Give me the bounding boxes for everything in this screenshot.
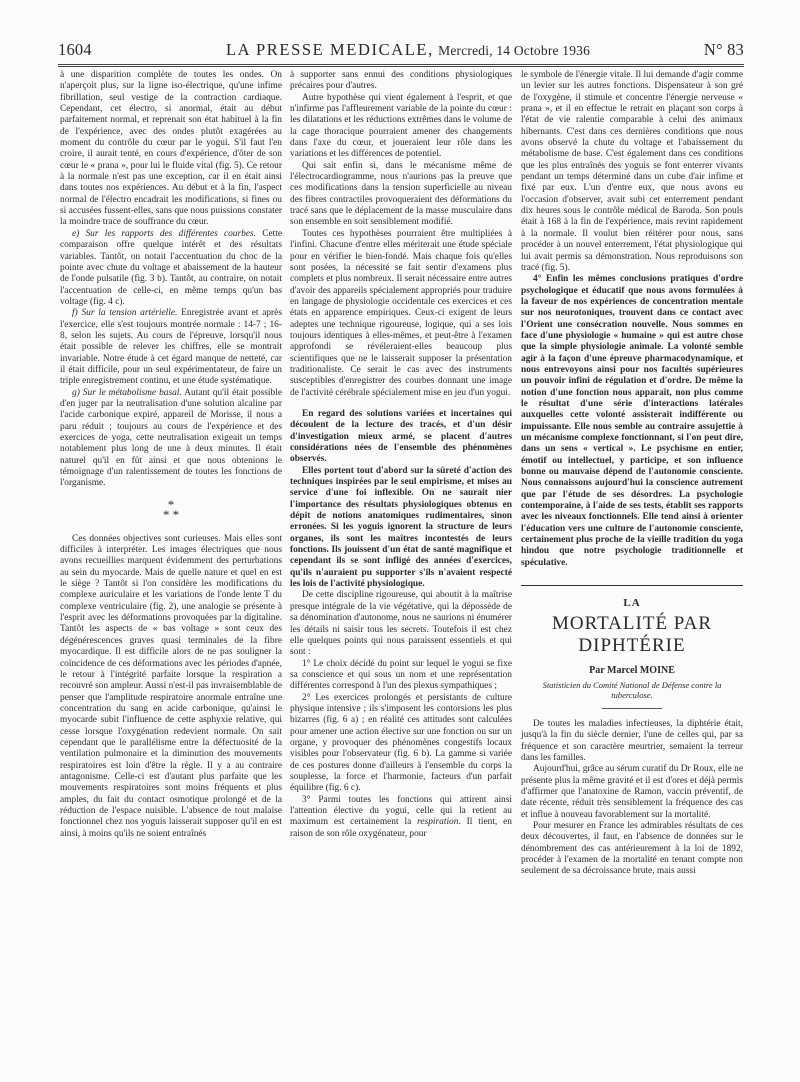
emphasis: respiration	[417, 817, 459, 828]
paragraph-text: . Il tient, en raison de son rôle oxygénateur, pour	[290, 817, 512, 839]
article-paragraph: De toutes les maladies infectieuses, la diphtérie était, jusqu'à la fin du siècle dernier, l'une de celles qui, par sa fréquence et son caractère meurtrier, semaient la terreur dans les familles.	[521, 718, 743, 763]
paragraph-bold: En regard des solutions variées et incertaines qui découlent de la lecture des tracés, et d'un désir d'investigation mieux armé, se placent d'autres considérations nées de l'ensemble des phénomènes observés.	[290, 408, 512, 465]
section-separator: * * *	[162, 496, 180, 522]
paragraph-f	[60, 308, 282, 387]
header-rule-double	[58, 66, 744, 67]
paragraph-bold: 4° Enfin les mêmes conclusions pratiques d'ordre psychologique et éducatif que nous avons formulées à la faveur de nos expériences de concentration mentale sur nos neurotoniques, trouvent dans ce contact avec l'Orient une consécration nouvelle. Nous sommes en face d'une physiologie « humaine » qui est autre chose que la simple physiologie animale. La volonté semble agir à la façon d'une épreuve pharmacodynamique, et nous entrevoyons ainsi pour nos facultés supérieures un pouvoir infini de régulation et d'ordre. De même la notion d'une fonction nous apparaît, non plus comme le résultat d'une série d'interactions latérales auxquelles cette volonté assisterait indifférente ou impuissante. Elle nous semble au contraire assujettie à un mécanisme complexe fonctionnant, si l'on peut dire, dans un sens « vertical ». Le psychisme en entier, émotif ou intellectuel, y participe, et son influence bonne ou mauvaise dépend de l'autonomie consciente. Nous connaissons aujourd'hui la conscience autrement que par l'étude de ses désordres. La psychologie contemporaine, à l'aide de ses tests, établit ses rapports avec les niveaux fonctionnels. Elle tend ainsi à orienter l'éducation vers une culture de l'autonomie consciente, certainement plus proche de la vieille tradition du yoga hindou que notre psychologie traditionnelle et spéculative.	[521, 274, 743, 568]
article-paragraph: Aujourd'hui, grâce au sérum curatif du Dr Roux, elle ne présente plus la même gravité et il est d'ores et déjà permis d'affirmer que l'anatoxine de Ramon, vaccin préventif, de date récente, réduit très sensiblement la fréquence des cas et influe à nouveau favorablement sur la mortalité.	[521, 764, 743, 820]
text-column-1	[60, 70, 282, 840]
paragraph-bold: Elles portent tout d'abord sur la sûreté d'action des techniques inspirées par le seul empirisme, et mises au service d'une foi inflexible. On ne saurait nier l'importance des résultats physiologiques obtenus en dépit de notions anatomiques rudimentaires, sinon erronées. Si les yoguis ignorent la structure de leurs organes, ils sont les maîtres incontestés de leurs fonctions. Ils jouissent d'un état de santé magnifique et cependant ils se sont infligé des années d'exercices, qu'ils n'auraient pu supporter s'ils n'avaient respecté les lois de l'activité physiologique.	[290, 465, 512, 590]
journal-title	[226, 40, 590, 60]
journal-name: LA PRESSE MEDICALE,	[226, 40, 434, 59]
article-paragraph: Pour mesurer en France les admirables résultats de ces deux découvertes, il faut, en l'absence de données sur le dénombrement des cas antérieurement à la loi de 1892, procéder à l'examen de la mortalité en tenant compte non seulement de sa décroissance brute, mais aussi	[521, 820, 743, 877]
paragraph: Ces données objectives sont curieuses. Mais elles sont difficiles à interpréter. Les images électriques que nous avons recueillies marquent évidemment des perturbations au sein du myocarde. Mais de quelle nature et quel en est le siège ? Tantôt si l'on considère les modifications du complexe auriculaire et les variations de l'onde lente T du complexe ventriculaire (fig. 2), une analogie se présente à l'esprit avec les déformations provoquées par la digitaline. Tantôt les aspects de « bas voltage » sont ceux des dégénérescences graves quasi terminales de la fibre myocardique. Il est difficile alors de ne pas souligner la coïncidence de ces déformations avec les périodes d'apnée, le retour à l'intégrité parfaite lorsque la respiration a recouvré son ampleur. Aussi n'est-il pas invraisemblable de penser que l'amplitude respiratoire anormale entraîne une concentration du sang en acide carbonique, qu'ainsi le myocarde subit l'influence de cette asphyxie relative, qui cesse lorsque l'oxygénation redevient normale. On sait cependant que le parallélisme entre la défectuosité de la ventilation pulmonaire et la diminution des mouvements respiratoires est loin d'être la règle. Il y a au contraire antagonisme. Celle-ci est d'autant plus parfaite que les mouvements respiratoires sont moins fréquents et plus amples, du fait du contact osmotique prolongé et de la réduction de l'espace nuisible. L'absence de tout malaise fonctionnel chez nos yoguis laisserait supposer qu'il en est ainsi, à moins qu'ils ne soient entraînés	[60, 533, 282, 839]
issue-number: N° 83	[703, 40, 744, 59]
paragraph: à une disparition complète de toutes les ondes. On n'aperçoit plus, sur la ligne iso-électrique, qu'une infime fibrillation, seul vestige de la contraction cardiaque. Cependant, cet électro, si anormal, était au début parfaitement normal, et reprenait son état habituel à la fin de l'expérience, avec des ondes plutôt exagérées au moment du contrôle du cœur par le yogui. S'il faut l'en croire, il aurait tenté, en cours d'expérience, d'ôter de son cœur le « prana », pour lui le fluide vital (fig. 5). Ce retour à la normale n'est pas une exception, car il en était ainsi dans toutes nos expériences. Au début et à la fin, l'aspect normal de l'électro encadrait les modifications, si fines ou si accusées fussent-elles, sans que nous puissions constater la moindre trace de souffrance du cœur.	[60, 70, 282, 228]
issue-date: Mercredi, 14 Octobre 1936	[438, 43, 591, 58]
header-rule	[58, 64, 744, 65]
section-heading: f) Sur la tension artérielle.	[72, 308, 178, 319]
paragraph-text: 3° Parmi toutes les fonctions qui attirent ainsi l'attention élective du yogui, celle qui la retient au maximum est certainement la	[290, 794, 512, 828]
paragraph: Toutes ces hypothèses pourraient être multipliées à l'infini. Chacune d'entre elles mériterait une étude spéciale pour en vérifier le bien-fondé. Mais chaque fois qu'elles sont posées, la nécessité se fait sentir d'examens plus complets et plus nombreux. Il serait nécessaire entre autres d'avoir des appareils spécialement appropriés pour traduire en langage de physiologie occidentale ces exercices et ces états en apparence empiriques. Ceux-ci exigent de leurs adeptes une technique rigoureuse, logique, qui a ses lois toujours identiques à elles-mêmes, et peut-être à l'examen approfondi se révéleraient-elles beaucoup plus scientifiques que ne le laisserait supposer la présentation traditionaliste. Ce serait le cas avec des instruments susceptibles d'enregistrer des courbes donnant une image de l'activité cérébrale spécialement mise en jeu d'un yogui.	[290, 228, 512, 398]
text-column-2	[290, 70, 512, 840]
paragraph-text: Enregistrée avant et après l'exercice, elle s'est toujours montrée normale : 14-7 ; 16-8, selon les sujets. Au cours de l'épreuve, lorsqu'il nous était possible de relever les chiffres, elle se montrait invariable. Notre étude à cet égard manque de netteté, car il était difficile, pour un seul expérimentateur, de faire un triple enregistrement continu, et une étude systématique.	[60, 308, 282, 387]
paragraph: Qui sait enfin si, dans le mécanisme même de l'électrocardiogramme, nous n'aurions pas la preuve que ces modifications dans la tension superficielle au niveau des fibres contractiles provoqueraient des déformations du tracé sans que le déplacement de la masse musculaire dans son ensemble en soit sensiblement modifié.	[290, 160, 512, 228]
paragraph: De cette discipline rigoureuse, qui aboutit à la maîtrise presque intégrale de la vie végétative, qui la dépossède de sa dénomination d'autonome, nous ne saurions ni énumérer les détails ni saisir tous les secrets. Toutefois il est chez elle quelques points qui nous paraissent essentiels et qui sont :	[290, 590, 512, 658]
article-diphteria	[521, 585, 743, 878]
paragraph: le symbole de l'énergie vitale. Il lui demande d'agir comme un levier sur les autres fonctions. Dispensateur à son gré de l'oxygène, il stimule et concentre l'énergie nerveuse « prana », et il en effectue le retrait en plaçant son corps à l'état de vie ralentie comparable à celui des animaux hibernants. C'est dans ces dernières conditions que nous avons observé la chute du voltage et l'abaissement du métabolisme de base. C'est également dans ces conditions que les plus entraînés des yoguis se font enterrer vivants pendant un temps déterminé dans un cube d'air infime et fixé par eux. L'un d'entre eux, que nous avons eu l'occasion d'observer, avait subi cet enterrement pendant dix heures sous le contrôle médical de Baroda. Son pouls était à 168 à la fin de l'expérience, mais revint rapidement à la normale. Il voulut bien réitérer pour nous, sans procéder à un nouvel enterrement, l'état physiologique qui lui avait permis sa démonstration. Nous reproduisons son tracé (fig. 5).	[521, 70, 743, 273]
paragraph-text: Autant qu'il était possible d'en juger par la neutralisation d'une solution alcaline par l'acide carbonique expiré, appareil de Morisse, il nous a paru réduit ; toujours au cours de l'expérience et des exercices de yoga, cette neutralisation exigeait un temps notablement plus long de une à deux minutes. Il était naturel qu'il en fût ainsi et que nous obtenions le témoignage d'un ralentissement de toutes les fonctions de l'organisme.	[60, 387, 282, 489]
paragraph: à supporter sans ennui des conditions physiologiques précaires pour d'autres.	[290, 70, 512, 92]
paragraph-e	[60, 229, 282, 308]
section-heading: e) Sur les rapports des différentes courbes.	[72, 228, 256, 239]
paragraph	[290, 795, 512, 840]
article-kicker: LA	[623, 597, 641, 610]
page-header	[58, 40, 744, 62]
paragraph: 1° Le choix décidé du point sur lequel le yogui se fixe sa conscience et qui sous un nom et une représentation différentes correspond à l'un des plexus sympathiques ;	[290, 658, 512, 692]
page-number: 1604	[58, 40, 92, 59]
article-headline: MORTALITÉ PAR DIPHTÉRIE	[551, 613, 713, 657]
paragraph-g	[60, 388, 282, 490]
author-affiliation: Statisticien du Comité National de Défense contre la tuberculose.	[542, 679, 722, 700]
paragraph-text: Cette comparaison offre quelque intérêt et des résultats variables. Tantôt, on notait l'accentuation du choc de la pointe avec chute du voltage et abaissement de la hauteur de l'onde pulsatile (fig. 3 b). Tantôt, au contraire, on notait l'accentuation de celle-ci, en même temps qu'un bas voltage (fig. 4 c).	[60, 228, 282, 307]
section-heading: g) Sur le métabolisme basal.	[72, 387, 182, 398]
article-divider	[602, 708, 662, 709]
text-column-3	[521, 70, 743, 878]
paragraph: Autre hypothèse qui vient également à l'esprit, et que n'infirme pas l'affleurement variable de la pointe du cœur : les dilatations et les réductions extrêmes dans le volume de la cage thoracique pourraient amener des changements dans l'axe du cœur, et joueraient leur rôle dans les variations et les différences de potentiel.	[290, 92, 512, 160]
paragraph: 2° Les exercices prolongés et persistants de culture physique intensive ; ils s'imposent les contorsions les plus bizarres (fig. 6 a) ; en réalité ces attitudes sont calculées pour amener une action élective sur une fonction ou sur un organe, y provoquer des phénomènes congestifs locaux visibles pour l'observateur (fig. 6 b). La gamme si variée de ces postures donne d'ailleurs à l'ensemble du corps la souplesse, la force et l'harmonie, facteurs d'un parfait équilibre (fig. 6 c).	[290, 692, 512, 794]
article-byline: Par Marcel MOINE	[589, 665, 675, 677]
